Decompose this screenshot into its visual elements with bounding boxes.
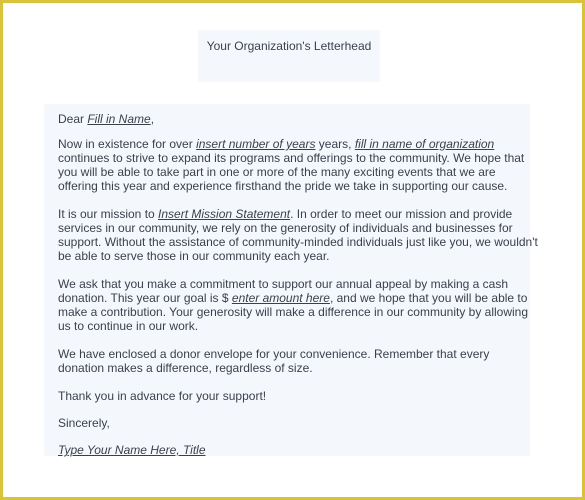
signature-name-field: Type Your Name Here, Title [58,443,206,457]
paragraph-intro-text-3: continues to strive to expand its programs and offerings to the community. We hope that you will be able to take part in one or more of the many exciting events that we are offering this year and experience firsthand the pride we take in supporting our cause. [58,151,525,193]
letter-body [58,112,538,457]
paragraph-intro-text-2: years, [315,137,355,151]
thanks-line: Thank you in advance for your support! [58,389,267,403]
salutation [58,112,538,126]
amount-field: enter amount here [231,291,330,305]
paragraph-intro-text-1: Now in existence for over [58,137,197,151]
paragraph-appeal-text-2: , and we hope that you will be able to make a contribution. Your generosity will make a difference in our community by allowing us to continue in our work. [58,291,529,333]
mission-statement-field: Insert Mission Statement [158,207,291,221]
letterhead-box [198,30,380,82]
organization-name-field: fill in name of organization [354,137,495,151]
paragraph-envelope: We have enclosed a donor envelope for your convenience. Remember that every donation makes a difference, regardless of size. [58,347,490,375]
letterhead-title: Your Organization's Letterhead [206,39,372,53]
paragraph-intro [58,137,538,193]
recipient-name-field: Fill in Name [87,112,151,126]
paragraph-appeal-text-1: We ask that you make a commitment to support our annual appeal by making a cash donation. This year our goal is $ [58,277,509,305]
salutation-prefix: Dear [58,112,88,126]
sign-off: Sincerely, [58,416,110,430]
signature-line [58,443,538,457]
salutation-suffix: , [150,112,155,126]
years-field: insert number of years [196,137,316,151]
paragraph-mission-text-1: It is our mission to [58,207,159,221]
paragraph-appeal [58,277,538,333]
paragraph-mission-text-2: . In order to meet our mission and provide services in our community, we rely on the generosity of individuals and businesses for support. Without the assistance of community-minded individuals just like you, we wouldn't be able to serve those in our community each year. [58,207,538,263]
paragraph-mission [58,207,538,263]
